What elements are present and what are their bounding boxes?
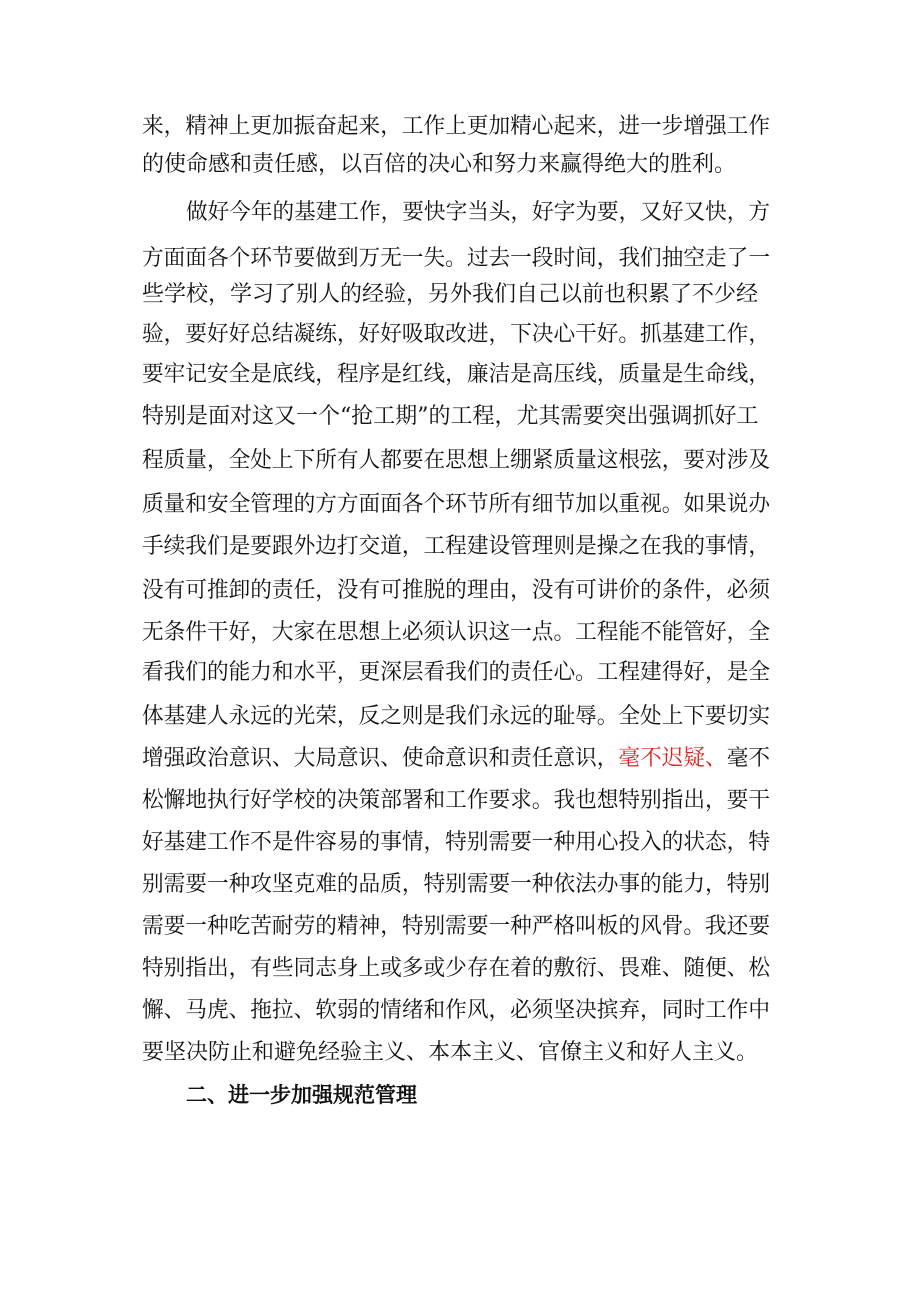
paragraph-line: 方面面各个环节要做到万无一失。过去一段时间，我们抽空走了一 — [142, 246, 770, 271]
paragraph-line: 要牢记安全是底线，程序是红线，廉洁是高压线，质量是生命线， — [142, 362, 770, 387]
paragraph-line: 看我们的能力和水平，更深层看我们的责任心。工程建得好，是全 — [142, 660, 770, 685]
paragraph-line: 做好今年的基建工作，要快字当头，好字为要，又好又快，方 — [186, 200, 771, 225]
paragraph-line: 别需要一种攻坚克难的品质，特别需要一种依法办事的能力，特别 — [142, 872, 770, 897]
paragraph-line: 无条件干好，大家在思想上必须认识这一点。工程能不能管好，全 — [142, 620, 770, 645]
highlighted-text: 毫不迟疑、 — [618, 746, 727, 771]
paragraph-line: 懈、马虎、拖拉、软弱的情绪和作风，必须坚决摈弃，同时工作中 — [142, 998, 770, 1023]
paragraph-line: 好基建工作不是件容易的事情，特别需要一种用心投入的状态，特 — [142, 830, 770, 855]
paragraph-line: 的使命感和责任感，以百倍的决心和努力来赢得绝大的胜利。 — [142, 152, 737, 177]
paragraph-line: 体基建人永远的光荣，反之则是我们永远的耻辱。全处上下要切实 — [142, 704, 770, 729]
paragraph-line: 来，精神上更加振奋起来，工作上更加精心起来，进一步增强工作 — [142, 114, 770, 139]
paragraph-line: 质量和安全管理的方方面面各个环节所有细节加以重视。如果说办 — [142, 492, 770, 517]
paragraph-line: 些学校，学习了别人的经验，另外我们自己以前也积累了不少经 — [142, 282, 759, 307]
text-segment: 增强政治意识、大局意识、使命意识和责任意识， — [142, 746, 619, 771]
section-heading: 二、进一步加强规范管理 — [186, 1083, 417, 1107]
paragraph-line: 手续我们是要跟外边打交道，工程建设管理则是操之在我的事情， — [142, 534, 770, 559]
paragraph-line: 特别指出，有些同志身上或多或少存在着的敷衍、畏难、随便、松 — [142, 956, 770, 981]
paragraph-line: 没有可推卸的责任，没有可推脱的理由，没有可讲价的条件，必须 — [142, 578, 770, 603]
paragraph-line: 要坚决防止和避免经验主义、本本主义、官僚主义和好人主义。 — [142, 1040, 759, 1065]
paragraph-line: 验，要好好总结凝练，好好吸取改进，下决心干好。抓基建工作， — [142, 322, 770, 347]
paragraph-line: 松懈地执行好学校的决策部署和工作要求。我也想特别指出，要干 — [142, 788, 770, 813]
text-segment: 毫不 — [726, 746, 771, 771]
paragraph-line: 特别是面对这又一个“抢工期”的工程，尤其需要突出强调抓好工 — [142, 404, 759, 429]
paragraph-line — [142, 744, 770, 774]
paragraph-line: 需要一种吃苦耐劳的精神，特别需要一种严格叫板的风骨。我还要 — [142, 914, 770, 939]
paragraph-line: 程质量，全处上下所有人都要在思想上绷紧质量这根弦，要对涉及 — [142, 448, 770, 473]
